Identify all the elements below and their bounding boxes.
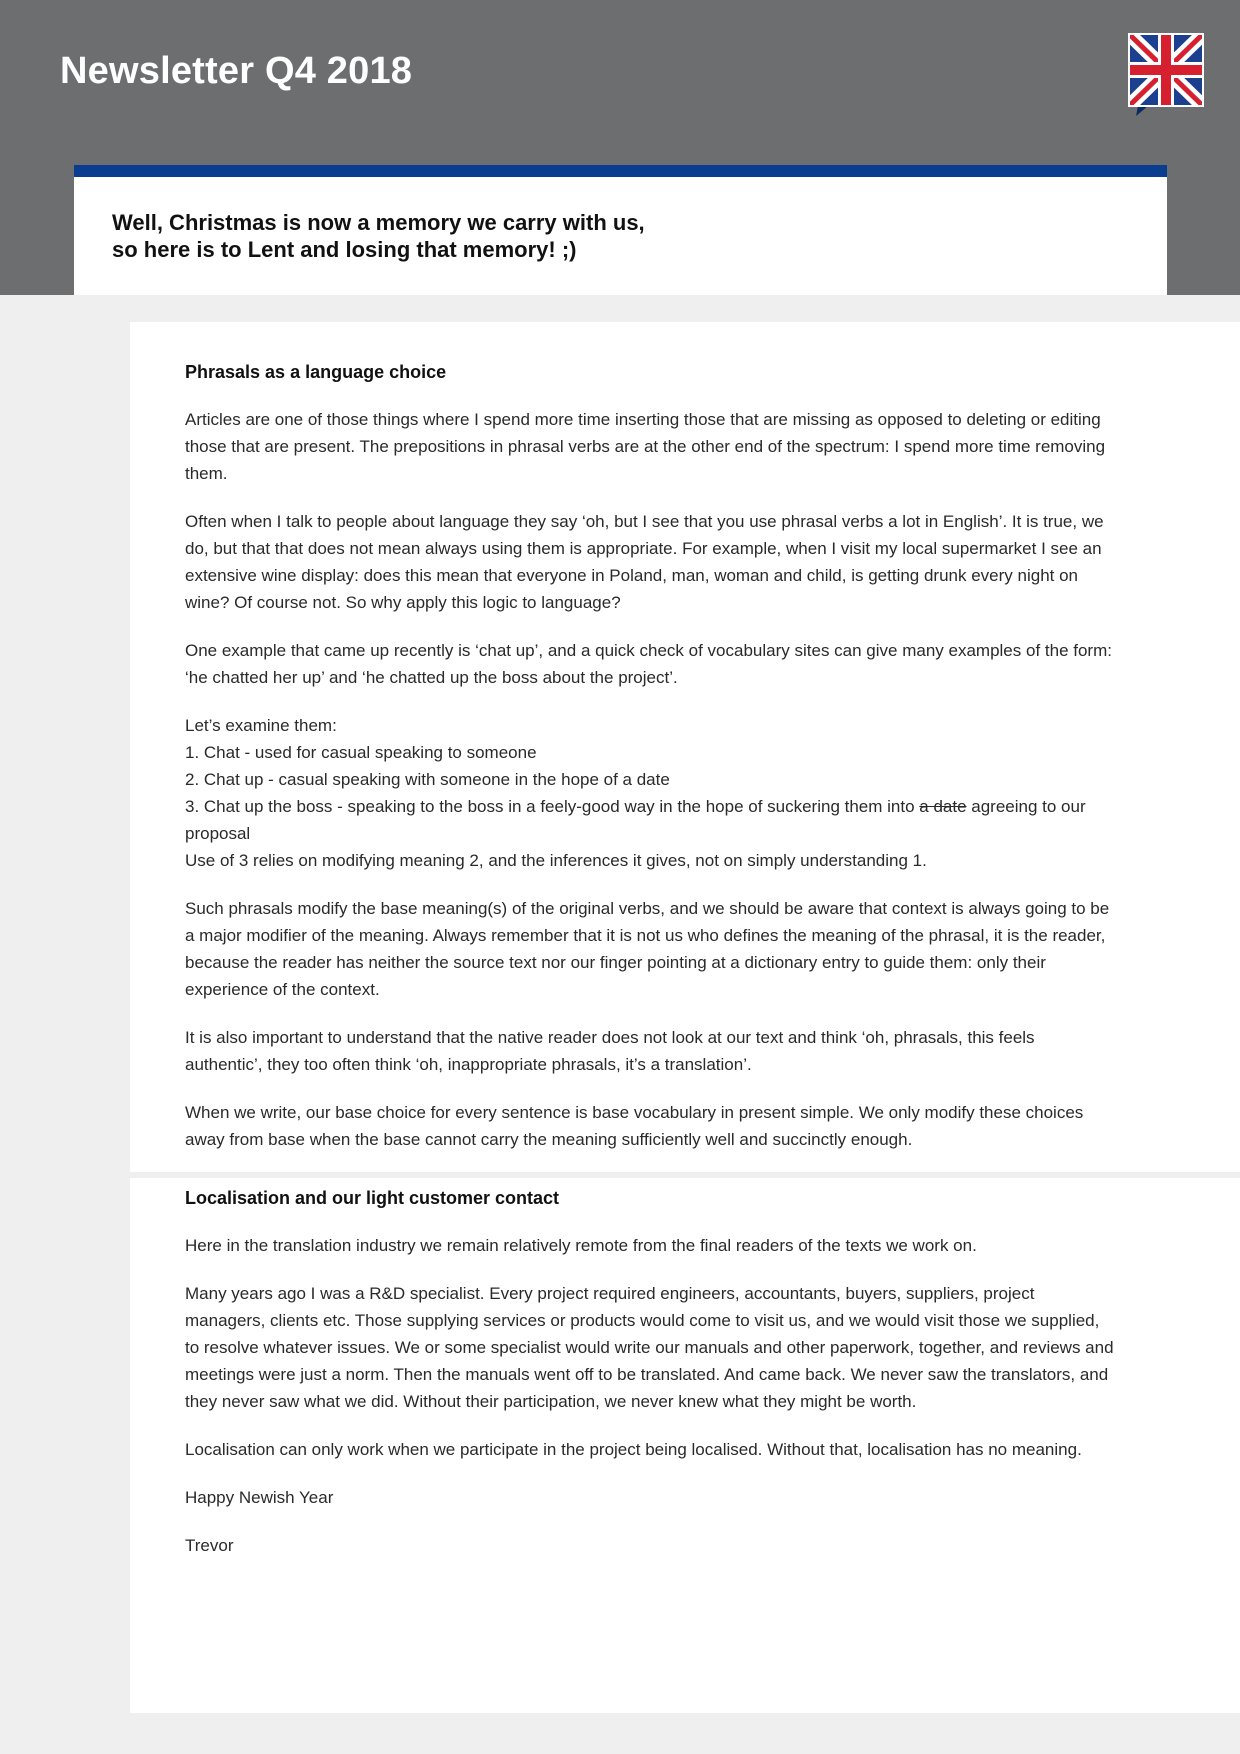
- paragraph: Here in the translation industry we remain relatively remote from the final readers of the texts we work on.: [185, 1236, 977, 1255]
- section-heading-localisation: Localisation and our light customer contact: [185, 1188, 560, 1208]
- intro-line-1: Well, Christmas is now a memory we carry with us,: [112, 210, 645, 235]
- uk-flag-icon: [1128, 33, 1204, 117]
- list-item-text: 3. Chat up the boss - speaking to the boss in a feely-good way in the hope of suckering them into: [185, 797, 920, 816]
- paragraph: Articles are one of those things where I spend more time inserting those that are missing as opposed to deleting or editing those that are present. The prepositions in phrasal verbs are at the other end of the spectrum: I spend more time removing them.: [185, 410, 1106, 483]
- paragraph: Such phrasals modify the base meaning(s) of the original verbs, and we should be aware that context is always going to be a major modifier of the meaning. Always remember that it is not us who defines the meaning of the phrasal, it is the reader, because the reader has neither the source text nor our finger pointing at a dictionary entry to guide them: only their experience of the context.: [185, 899, 1110, 999]
- newsletter-title: Newsletter Q4 2018: [60, 50, 413, 92]
- paragraph: Many years ago I was a R&D specialist. Every project required engineers, accountants, buyers, suppliers, project managers, clients etc. Those supplying services or products would come to visit us, and we would visit those we supplied, to resolve whatever issues. We or some specialist would write our manuals and other paperwork, together, and reviews and meetings were just a norm. Then the manuals went off to be translated. And came back. We never saw the translators, and they never saw what we did. Without their participation, we never knew what they might be worth.: [185, 1284, 1114, 1411]
- list-item: 1. Chat - used for casual speaking to someone: [185, 743, 537, 762]
- paragraph: Often when I talk to people about language they say ‘oh, but I see that you use phrasal verbs a lot in English’. It is true, we do, but that that does not mean always using them is appropriate. For example, when I visit my local supermarket I see an extensive wine display: does this mean that everyone in Poland, man, woman and child, is getting drunk every night on wine? Of course not. So why apply this logic to language?: [185, 512, 1104, 612]
- struck-text: a date: [919, 797, 967, 816]
- article-content: [185, 1186, 1115, 1580]
- article-card-localisation: [130, 1178, 1240, 1713]
- paragraph: Localisation can only work when we participate in the project being localised. Without that, localisation has no meaning.: [185, 1440, 1082, 1459]
- article-card-phrasals: [130, 322, 1240, 1172]
- list-intro: Let’s examine them:: [185, 716, 337, 735]
- list-item-text: agreeing to our proposal: [185, 797, 1086, 843]
- intro-text: [112, 209, 712, 263]
- closing-line: Happy Newish Year: [185, 1488, 334, 1507]
- list-outro: Use of 3 relies on modifying meaning 2, and the inferences it gives, not on simply understanding 1.: [185, 851, 927, 870]
- article-content: [185, 360, 1115, 1174]
- paragraph: One example that came up recently is ‘chat up’, and a quick check of vocabulary sites can give many examples of the form: ‘he chatted her up’ and ‘he chatted up the boss about the project’.: [185, 641, 1112, 687]
- list-item: [185, 793, 1115, 847]
- intro-line-2: so here is to Lent and losing that memory! ;): [112, 237, 577, 262]
- section-heading-phrasals: Phrasals as a language choice: [185, 362, 447, 382]
- list-item: 2. Chat up - casual speaking with someone in the hope of a date: [185, 770, 670, 789]
- intro-box: [74, 165, 1167, 295]
- paragraph: When we write, our base choice for every sentence is base vocabulary in present simple. We only modify these choices away from base when the base cannot carry the meaning sufficiently well and succinctly enough.: [185, 1103, 1084, 1149]
- paragraph: It is also important to understand that the native reader does not look at our text and think ‘oh, phrasals, this feels authentic’, they too often think ‘oh, inappropriate phrasals, it’s a translation’.: [185, 1028, 1035, 1074]
- signature: Trevor: [185, 1536, 234, 1555]
- examples-list: [185, 712, 1115, 874]
